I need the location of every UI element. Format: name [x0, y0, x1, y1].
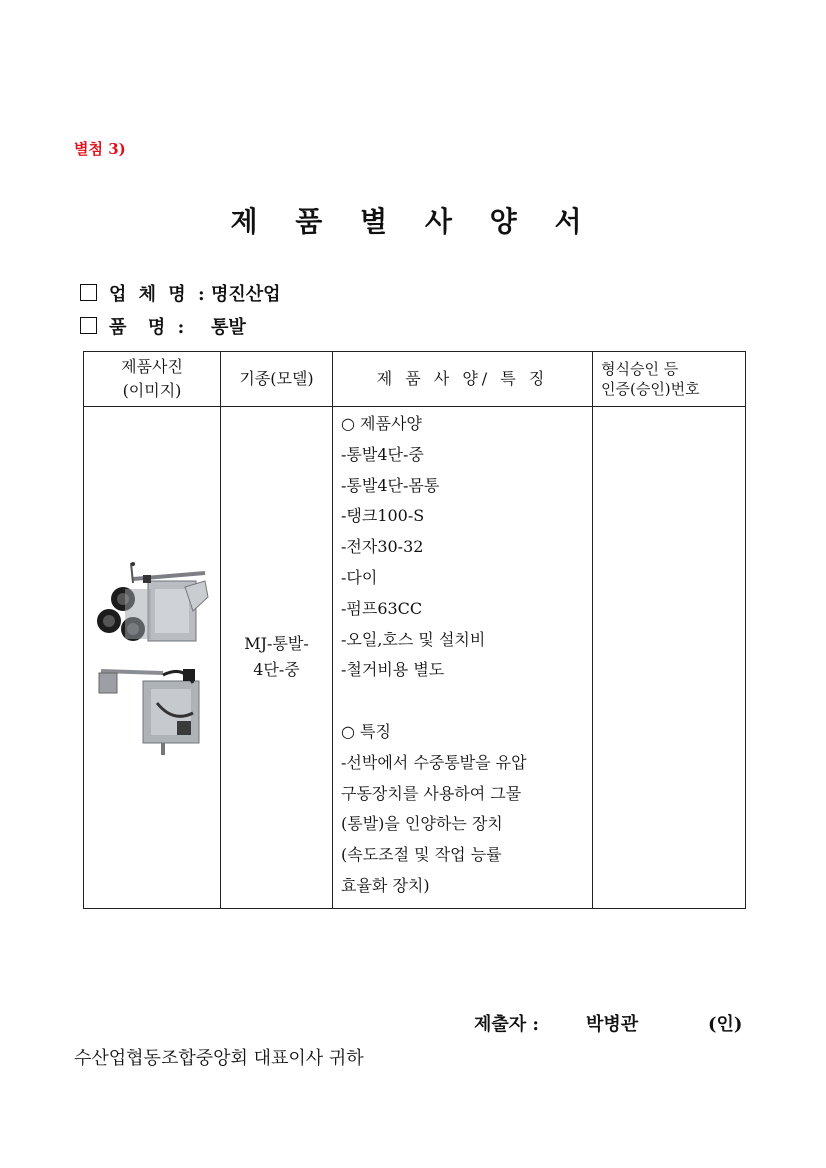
header-photo	[84, 352, 221, 407]
spec-line: 구동장치를 사용하여 그물	[341, 783, 522, 803]
checkbox-icon	[80, 284, 97, 301]
spec-line: ○ 특징	[341, 721, 391, 741]
spec-line: -선박에서 수중통발을 유압	[341, 752, 527, 772]
model-line2: 4단-중	[253, 660, 300, 680]
hydraulic-hauler-photo	[93, 559, 211, 655]
header-photo-line2: (이미지)	[122, 381, 182, 400]
attachment-label: 별첨 3)	[74, 140, 126, 158]
checkbox-icon	[80, 317, 97, 334]
spec-line: -다이	[341, 567, 378, 587]
document-title: 제 품 별 사 양 서	[230, 205, 596, 238]
spec-line: ○ 제품사양	[341, 414, 422, 433]
model-cell	[221, 407, 333, 909]
spec-line: -오일,호스 및 설치비	[341, 629, 486, 649]
spec-cell	[333, 407, 593, 909]
product-value: 통발	[211, 317, 246, 338]
company-row	[80, 280, 281, 306]
submitter-label: 제출자 :	[474, 1014, 540, 1035]
spec-line: -전자30-32	[341, 537, 424, 557]
submitter-name: 박병관	[586, 1014, 639, 1035]
spec-line: -탱크100-S	[341, 506, 425, 526]
header-photo-line1: 제품사진	[121, 357, 183, 376]
header-cert	[593, 352, 746, 407]
header-spec: 제 품 사 양/ 특 징	[333, 352, 593, 407]
spec-line: -통발4단-중	[341, 444, 424, 464]
company-value: 명진산업	[211, 284, 281, 305]
spec-line: -펌프63CC	[341, 598, 423, 618]
product-label: 품 명 :	[109, 317, 188, 338]
spec-line: -통발4단-몸통	[341, 475, 440, 495]
spec-line: 효율화 장치)	[341, 875, 430, 895]
spec-table	[83, 351, 746, 909]
seal-mark: (인)	[708, 1014, 743, 1035]
spec-line	[341, 686, 592, 717]
header-model: 기종(모델)	[221, 352, 333, 407]
spec-line: -철거비용 별도	[341, 660, 445, 680]
spec-line: (속도조절 및 작업 능률	[341, 845, 502, 865]
photo-cell	[84, 407, 221, 909]
recipient: 수산업협동조합중앙회 대표이사 귀하	[74, 1048, 364, 1069]
table-header-row	[84, 352, 746, 407]
table-row	[84, 407, 746, 909]
header-cert-line2: 인증(승인)번호	[601, 380, 700, 398]
cert-cell	[593, 407, 746, 909]
spec-line: (통발)을 인양하는 장치	[341, 814, 503, 834]
company-label: 업 체 명 :	[109, 284, 208, 305]
model-line1: MJ-통발-	[244, 634, 309, 654]
product-row	[80, 313, 246, 339]
hydraulic-hauler-side-photo	[93, 663, 211, 755]
header-cert-line1: 형식승인 등	[601, 360, 679, 378]
